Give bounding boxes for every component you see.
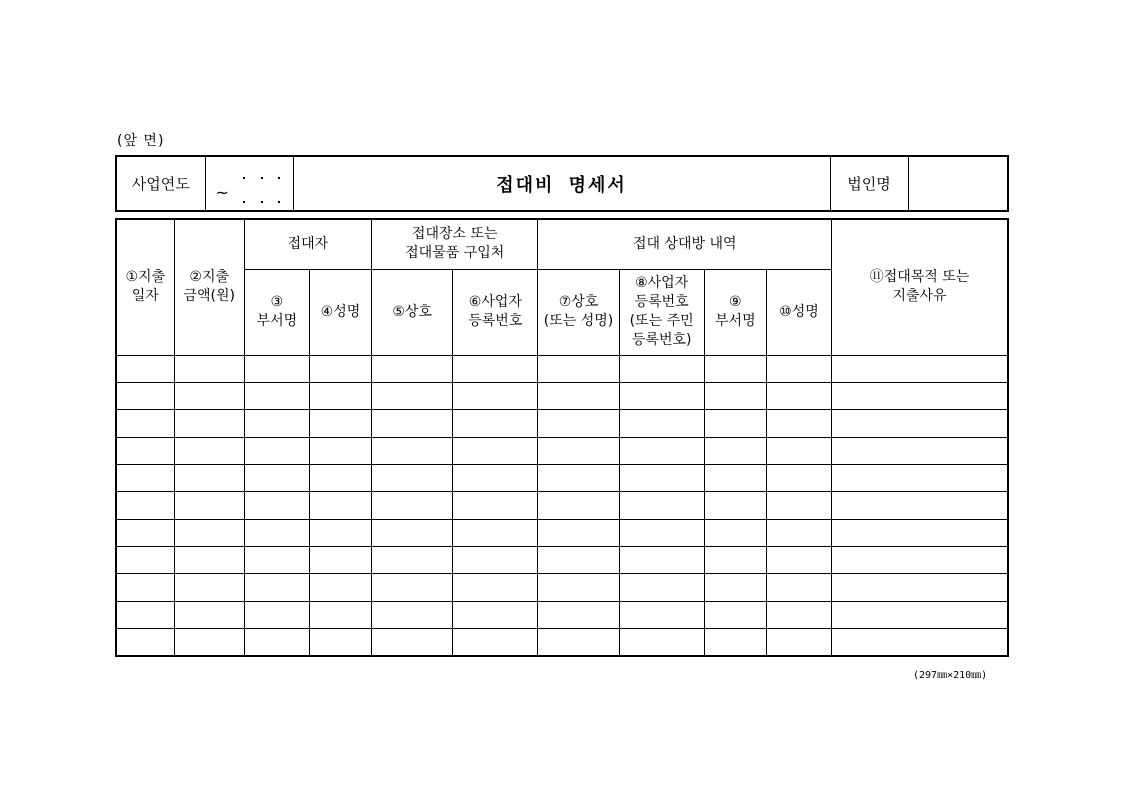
table-cell[interactable] (453, 492, 538, 519)
table-cell[interactable] (704, 601, 766, 628)
table-cell[interactable] (244, 492, 309, 519)
table-cell[interactable] (766, 629, 831, 656)
table-row (116, 410, 1008, 437)
table-cell[interactable] (766, 410, 831, 437)
table-cell[interactable] (244, 629, 309, 656)
table-cell[interactable] (116, 437, 174, 464)
table-cell[interactable] (538, 492, 619, 519)
table-cell[interactable] (619, 574, 704, 601)
table-cell[interactable] (619, 437, 704, 464)
table-cell[interactable] (619, 382, 704, 409)
table-cell[interactable] (453, 355, 538, 382)
table-cell[interactable] (453, 382, 538, 409)
table-cell[interactable] (309, 437, 371, 464)
table-cell[interactable] (309, 629, 371, 656)
table-cell[interactable] (372, 601, 453, 628)
table-cell[interactable] (832, 355, 1008, 382)
table-cell[interactable] (244, 464, 309, 491)
table-cell[interactable] (309, 601, 371, 628)
table-cell[interactable] (619, 355, 704, 382)
table-cell[interactable] (244, 355, 309, 382)
table-cell[interactable] (372, 574, 453, 601)
table-cell[interactable] (174, 519, 244, 546)
table-cell[interactable] (372, 547, 453, 574)
table-cell[interactable] (453, 574, 538, 601)
table-cell[interactable] (704, 519, 766, 546)
table-cell[interactable] (309, 355, 371, 382)
table-cell[interactable] (372, 355, 453, 382)
table-cell[interactable] (538, 355, 619, 382)
table-row (116, 382, 1008, 409)
table-cell[interactable] (309, 382, 371, 409)
table-cell[interactable] (309, 492, 371, 519)
table-cell[interactable] (766, 547, 831, 574)
table-cell[interactable] (372, 437, 453, 464)
table-cell[interactable] (538, 382, 619, 409)
table-cell[interactable] (832, 601, 1008, 628)
table-cell[interactable] (309, 547, 371, 574)
table-cell[interactable] (453, 519, 538, 546)
table-cell[interactable] (174, 382, 244, 409)
col-header-counterparty-department: ⑨ 부서명 (704, 269, 766, 355)
table-cell[interactable] (309, 574, 371, 601)
table-cell[interactable] (116, 382, 174, 409)
table-cell[interactable] (116, 410, 174, 437)
table-cell[interactable] (116, 574, 174, 601)
table-cell[interactable] (174, 492, 244, 519)
table-cell[interactable] (372, 492, 453, 519)
table-cell[interactable] (174, 437, 244, 464)
table-cell[interactable] (766, 492, 831, 519)
table-cell[interactable] (704, 629, 766, 656)
table-cell[interactable] (619, 547, 704, 574)
table-row (116, 519, 1008, 546)
table-row (116, 355, 1008, 382)
table-cell[interactable] (453, 410, 538, 437)
table-cell[interactable] (244, 410, 309, 437)
table-cell[interactable] (538, 629, 619, 656)
group-header-place: 접대장소 또는 접대물품 구입처 (372, 219, 538, 269)
corp-name-label: 법인명 (830, 156, 908, 211)
table-cell[interactable] (538, 601, 619, 628)
table-cell[interactable] (538, 519, 619, 546)
table-cell[interactable] (766, 574, 831, 601)
table-cell[interactable] (116, 629, 174, 656)
table-cell[interactable] (766, 382, 831, 409)
table-cell[interactable] (116, 355, 174, 382)
table-cell[interactable] (704, 382, 766, 409)
col-header-entertainer-name: ④성명 (309, 269, 371, 355)
table-cell[interactable] (832, 437, 1008, 464)
col-header-place-business-name: ⑤상호 (372, 269, 453, 355)
table-cell[interactable] (372, 382, 453, 409)
table-cell[interactable] (174, 601, 244, 628)
table-cell[interactable] (538, 410, 619, 437)
entertainment-expense-table (115, 218, 1009, 657)
col-header-purpose: ⑪접대목적 또는 지출사유 (832, 219, 1008, 355)
table-cell[interactable] (538, 574, 619, 601)
page-side-label: (앞 면) (117, 133, 165, 149)
table-cell[interactable] (174, 547, 244, 574)
table-cell[interactable] (372, 629, 453, 656)
table-cell[interactable] (619, 410, 704, 437)
col-header-place-business-number: ⑥사업자 등록번호 (453, 269, 538, 355)
paper-size-note: (297㎜×210㎜) (913, 670, 988, 681)
header-box (115, 155, 1009, 212)
corp-name-field[interactable] (908, 156, 1008, 211)
table-cell[interactable] (538, 547, 619, 574)
table-cell[interactable] (309, 464, 371, 491)
table-cell[interactable] (174, 464, 244, 491)
table-cell[interactable] (832, 547, 1008, 574)
table-row (116, 547, 1008, 574)
period-separator: ~ (215, 183, 229, 202)
col-header-entertainer-department: ③ 부서명 (244, 269, 309, 355)
table-cell[interactable] (704, 410, 766, 437)
table-cell[interactable] (832, 629, 1008, 656)
table-cell[interactable] (832, 464, 1008, 491)
table-cell[interactable] (453, 601, 538, 628)
table-cell[interactable] (619, 519, 704, 546)
table-cell[interactable] (453, 629, 538, 656)
table-cell[interactable] (832, 492, 1008, 519)
col-header-expense-date: ①지출 일자 (116, 219, 174, 355)
table-cell[interactable] (766, 437, 831, 464)
col-header-counterparty-business-name: ⑦상호 (또는 성명) (538, 269, 619, 355)
table-cell[interactable] (538, 464, 619, 491)
table-cell[interactable] (453, 464, 538, 491)
table-cell[interactable] (116, 547, 174, 574)
col-header-counterparty-name: ⑩성명 (766, 269, 831, 355)
table-cell[interactable] (766, 464, 831, 491)
table-cell[interactable] (704, 355, 766, 382)
table-cell[interactable] (372, 410, 453, 437)
table-row (116, 464, 1008, 491)
table-cell[interactable] (372, 464, 453, 491)
fiscal-period-field[interactable] (205, 156, 293, 211)
table-cell[interactable] (766, 519, 831, 546)
document-title: 접대비 명세서 (293, 156, 830, 211)
table-cell[interactable] (174, 355, 244, 382)
fiscal-year-label: 사업연도 (116, 156, 205, 211)
table-cell[interactable] (538, 437, 619, 464)
table-cell[interactable] (244, 547, 309, 574)
table-cell[interactable] (704, 574, 766, 601)
table-cell[interactable] (832, 410, 1008, 437)
col-header-expense-amount: ②지출 금액(원) (174, 219, 244, 355)
col-header-counterparty-registration-number: ⑧사업자 등록번호 (또는 주민 등록번호) (619, 269, 704, 355)
table-cell[interactable] (174, 410, 244, 437)
table-cell[interactable] (244, 437, 309, 464)
table-cell[interactable] (244, 519, 309, 546)
table-cell[interactable] (244, 382, 309, 409)
table-cell[interactable] (174, 574, 244, 601)
table-row (116, 437, 1008, 464)
table-cell[interactable] (704, 437, 766, 464)
table-cell[interactable] (619, 464, 704, 491)
table-cell[interactable] (116, 601, 174, 628)
table-cell[interactable] (244, 574, 309, 601)
table-cell[interactable] (832, 574, 1008, 601)
table-cell[interactable] (766, 601, 831, 628)
table-cell[interactable] (832, 519, 1008, 546)
table-cell[interactable] (309, 519, 371, 546)
table-row (116, 629, 1008, 656)
table-cell[interactable] (619, 629, 704, 656)
group-header-counterparty: 접대 상대방 내역 (538, 219, 832, 269)
table-cell[interactable] (766, 355, 831, 382)
table-cell[interactable] (704, 492, 766, 519)
table-cell[interactable] (174, 629, 244, 656)
table-cell[interactable] (453, 437, 538, 464)
table-cell[interactable] (453, 547, 538, 574)
table-cell[interactable] (372, 519, 453, 546)
table-cell[interactable] (244, 601, 309, 628)
table-row (116, 574, 1008, 601)
table-cell[interactable] (704, 464, 766, 491)
table-cell[interactable] (619, 492, 704, 519)
group-header-entertainer: 접대자 (244, 219, 371, 269)
table-cell[interactable] (619, 601, 704, 628)
table-cell[interactable] (116, 464, 174, 491)
table-cell[interactable] (832, 382, 1008, 409)
table-cell[interactable] (704, 547, 766, 574)
table-cell[interactable] (116, 519, 174, 546)
table-cell[interactable] (309, 410, 371, 437)
table-cell[interactable] (116, 492, 174, 519)
table-row (116, 601, 1008, 628)
table-row (116, 492, 1008, 519)
